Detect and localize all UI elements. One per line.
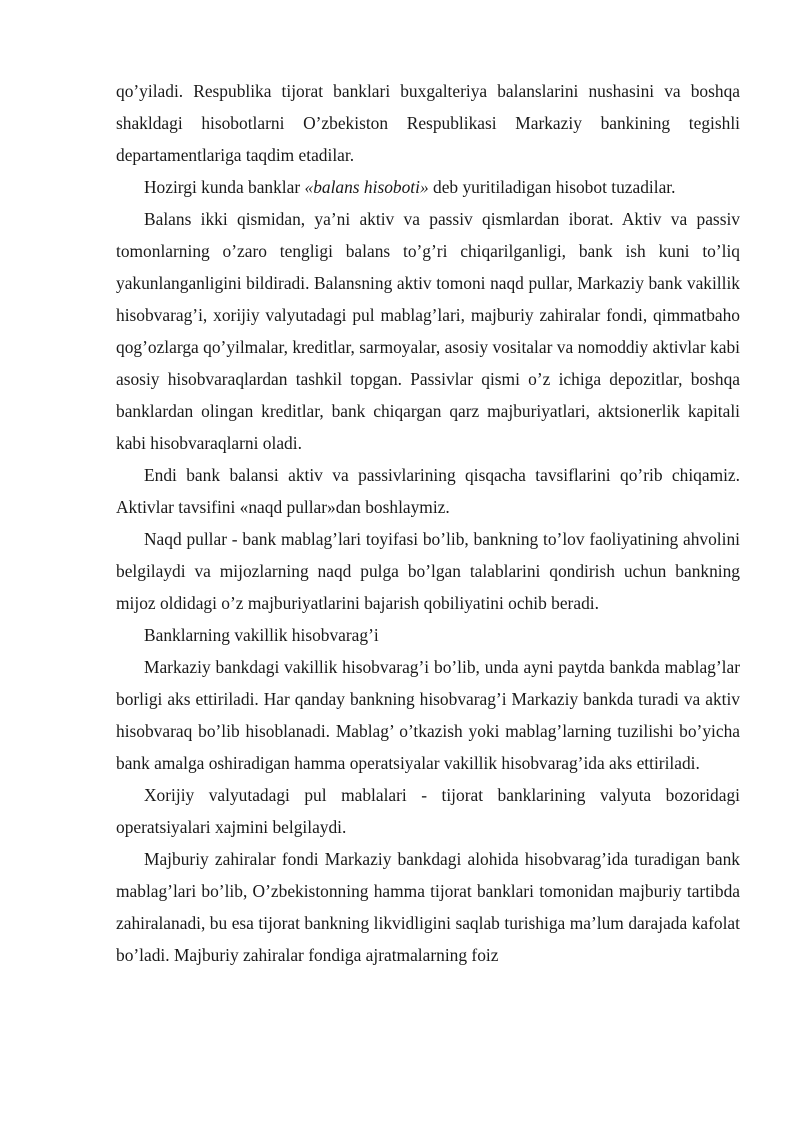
paragraph-continuation: qo’yiladi. Respublika tijorat banklari buxgalteriya balanslarini nushasini va boshqa shakldagi hisobotlarni O’zbekiston Respublikasi Markaziy bankining tegishli departamentlariga taqdim etadilar. <box>116 81 740 165</box>
paragraph-text: Hozirgi kunda banklar <box>144 177 305 197</box>
paragraph-cash: Naqd pullar - bank mablag’lari toyifasi bo’lib, bankning to’lov faoliyatining ahvolini belgilaydi va mijozlarning naqd pulga bo’lgan talablarini qondirish uchun bankning mijoz oldidagi o’z majburiyatlarini bajarish qobiliyatini ochib beradi. <box>116 529 740 613</box>
document-page <box>116 75 740 971</box>
paragraph-italic-term: «balans hisoboti» <box>304 177 429 197</box>
paragraph-correspondent-heading: Banklarning vakillik hisobvarag’i <box>144 625 379 645</box>
paragraph-reserve-fund: Majburiy zahiralar fondi Markaziy bankdagi alohida hisobvarag’ida turadigan bank mablag’lari bo’lib, O’zbekistonning hamma tijorat banklari tomonidan majburiy tartibda zahiralanadi, bu esa tijorat bankning likvidligini saqlab turishiga ma’lum darajada kafolat bo’ladi. Majburiy zahiralar fondiga ajratmalarning foiz <box>116 849 740 965</box>
paragraph-asset-description: Endi bank balansi aktiv va passivlarining qisqacha tavsiflarini qo’rib chiqamiz. Aktivlar tavsifini «naqd pullar»dan boshlaymiz. <box>116 465 740 517</box>
paragraph-foreign-currency: Xorijiy valyutadagi pul mablalari - tijorat banklarining valyuta bozoridagi operatsiyalari xajmini belgilaydi. <box>116 785 740 837</box>
paragraph-balance-report <box>116 171 740 203</box>
paragraph-text: deb yuritiladigan hisobot tuzadilar. <box>428 177 676 197</box>
paragraph-correspondent-account: Markaziy bankdagi vakillik hisobvarag’i bo’lib, unda ayni paytda bankda mablag’lar borligi aks ettiriladi. Har qanday bankning hisobvarag’i Markaziy bankda turadi va aktiv hisobvaraq bo’lib hisoblanadi. Mablag’ o’tkazish yoki mablag’larning tuzilishi bo’yicha bank amalga oshiradigan hamma operatsiyalar vakillik hisobvarag’ida aks ettiriladi. <box>116 657 740 773</box>
paragraph-balance-structure: Balans ikki qismidan, ya’ni aktiv va passiv qismlardan iborat. Aktiv va passiv tomonlarning o’zaro tengligi balans to’g’ri chiqarilganligi, bank ish kuni to’liq yakunlanganligini bildiradi. Balansning aktiv tomoni naqd pullar, Markaziy bank vakillik hisobvarag’i, xorijiy valyutadagi pul mablag’lari, majburiy zahiralar fondi, qimmatbaho qog’ozlarga qo’yilmalar, kreditlar, sarmoyalar, asosiy vositalar va nomoddiy aktivlar kabi asosiy hisobvaraqlardan tashkil topgan. Passivlar qismi o’z ichiga depozitlar, boshqa banklardan olingan kreditlar, bank chiqargan qarz majburiyatlari, aktsionerlik kapitali kabi hisobvaraqlarni oladi. <box>116 209 740 453</box>
